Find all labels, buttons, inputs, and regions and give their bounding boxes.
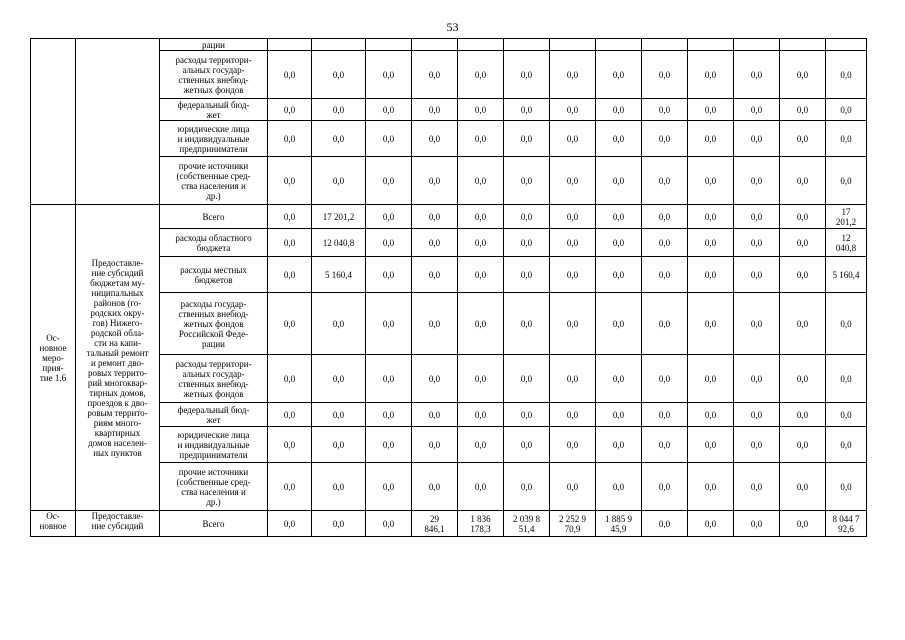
value-cell: 0,0	[366, 205, 412, 229]
value-cell: 0,0	[734, 355, 780, 403]
budget-table	[30, 38, 867, 537]
value-cell: 0,0	[312, 511, 366, 537]
value-cell: 0,0	[688, 51, 734, 99]
value-cell: 0,0	[458, 157, 504, 205]
value-cell	[366, 39, 412, 51]
value-cell: 0,0	[550, 205, 596, 229]
source-cell: расходы территори- альных государ- ственных внебюд- жетных фондов	[160, 51, 268, 99]
source-cell: Всего	[160, 205, 268, 229]
value-cell: 0,0	[780, 121, 826, 157]
value-cell: 0,0	[826, 355, 867, 403]
value-cell: 0,0	[550, 463, 596, 511]
value-cell: 0,0	[642, 257, 688, 293]
value-cell: 0,0	[268, 403, 312, 427]
source-cell: федеральный бюд- жет	[160, 99, 268, 121]
value-cell: 0,0	[550, 257, 596, 293]
value-cell: 0,0	[596, 293, 642, 355]
source-cell: расходы государ- ственных внебюд- жетных фондов Российской Феде- рации	[160, 293, 268, 355]
value-cell: 0,0	[780, 427, 826, 463]
value-cell: 0,0	[550, 293, 596, 355]
value-cell: 0,0	[780, 99, 826, 121]
value-cell: 0,0	[642, 205, 688, 229]
value-cell: 29 846,1	[412, 511, 458, 537]
value-cell: 1 836 178,3	[458, 511, 504, 537]
value-cell: 0,0	[596, 157, 642, 205]
value-cell: 0,0	[734, 293, 780, 355]
source-cell: прочие источники (собственные сред- ства населения и др.)	[160, 463, 268, 511]
value-cell: 0,0	[780, 51, 826, 99]
value-cell: 0,0	[412, 463, 458, 511]
value-cell: 0,0	[312, 99, 366, 121]
value-cell: 0,0	[458, 427, 504, 463]
value-cell: 0,0	[458, 257, 504, 293]
value-cell: 0,0	[312, 463, 366, 511]
value-cell: 0,0	[642, 51, 688, 99]
value-cell: 0,0	[734, 229, 780, 257]
value-cell: 0,0	[550, 51, 596, 99]
value-cell: 0,0	[366, 355, 412, 403]
value-cell: 0,0	[688, 157, 734, 205]
value-cell: 0,0	[642, 463, 688, 511]
value-cell: 0,0	[458, 403, 504, 427]
value-cell: 0,0	[688, 205, 734, 229]
value-cell: 0,0	[642, 427, 688, 463]
value-cell: 0,0	[366, 157, 412, 205]
measure-label-cell	[31, 39, 76, 205]
value-cell: 0,0	[412, 403, 458, 427]
value-cell: 0,0	[412, 257, 458, 293]
value-cell: 0,0	[780, 511, 826, 537]
value-cell: 0,0	[412, 293, 458, 355]
value-cell: 0,0	[596, 121, 642, 157]
source-cell: юридические лица и индивидуальные предприниматели	[160, 121, 268, 157]
value-cell	[312, 39, 366, 51]
value-cell: 0,0	[550, 427, 596, 463]
value-cell: 0,0	[504, 51, 550, 99]
value-cell: 0,0	[412, 51, 458, 99]
value-cell: 0,0	[268, 511, 312, 537]
value-cell: 0,0	[734, 511, 780, 537]
value-cell: 17 201,2	[826, 205, 867, 229]
value-cell: 0,0	[412, 99, 458, 121]
value-cell: 0,0	[734, 121, 780, 157]
value-cell: 0,0	[688, 121, 734, 157]
value-cell: 0,0	[734, 427, 780, 463]
value-cell: 0,0	[412, 355, 458, 403]
value-cell: 17 201,2	[312, 205, 366, 229]
value-cell: 1 885 9 45,9	[596, 511, 642, 537]
value-cell: 0,0	[312, 121, 366, 157]
value-cell: 0,0	[504, 293, 550, 355]
table-row	[31, 205, 867, 229]
page-number: 53	[446, 20, 459, 34]
value-cell: 0,0	[504, 463, 550, 511]
value-cell: 0,0	[688, 463, 734, 511]
value-cell: 0,0	[366, 293, 412, 355]
value-cell: 0,0	[268, 121, 312, 157]
value-cell	[688, 39, 734, 51]
value-cell: 0,0	[458, 121, 504, 157]
value-cell: 0,0	[596, 229, 642, 257]
value-cell: 0,0	[504, 99, 550, 121]
value-cell: 0,0	[780, 157, 826, 205]
value-cell: 0,0	[596, 205, 642, 229]
value-cell: 5 160,4	[826, 257, 867, 293]
value-cell: 0,0	[458, 463, 504, 511]
value-cell	[596, 39, 642, 51]
value-cell: 0,0	[458, 99, 504, 121]
value-cell: 0,0	[366, 99, 412, 121]
value-cell: 0,0	[312, 427, 366, 463]
table-row	[31, 39, 867, 51]
value-cell: 0,0	[366, 403, 412, 427]
value-cell: 0,0	[688, 511, 734, 537]
value-cell: 8 044 7 92,6	[826, 511, 867, 537]
value-cell: 0,0	[550, 355, 596, 403]
value-cell	[458, 39, 504, 51]
value-cell: 0,0	[504, 427, 550, 463]
value-cell: 0,0	[550, 121, 596, 157]
value-cell	[412, 39, 458, 51]
value-cell: 0,0	[412, 229, 458, 257]
value-cell: 0,0	[826, 293, 867, 355]
value-cell: 0,0	[458, 355, 504, 403]
value-cell: 0,0	[642, 229, 688, 257]
value-cell: 0,0	[734, 403, 780, 427]
value-cell: 0,0	[826, 121, 867, 157]
value-cell: 0,0	[412, 205, 458, 229]
value-cell: 0,0	[268, 427, 312, 463]
value-cell: 0,0	[688, 257, 734, 293]
value-cell	[642, 39, 688, 51]
value-cell: 0,0	[734, 157, 780, 205]
value-cell: 0,0	[458, 293, 504, 355]
source-cell: расходы местных бюджетов	[160, 257, 268, 293]
value-cell: 0,0	[268, 157, 312, 205]
value-cell	[734, 39, 780, 51]
value-cell: 0,0	[734, 257, 780, 293]
value-cell: 0,0	[688, 403, 734, 427]
value-cell: 0,0	[458, 205, 504, 229]
source-cell: прочие источники (собственные сред- ства населения и др.)	[160, 157, 268, 205]
value-cell: 0,0	[596, 403, 642, 427]
measure-description-cell: Предоставле- ние субсидий	[76, 511, 160, 537]
value-cell: 0,0	[780, 257, 826, 293]
source-cell: федеральный бюд- жет	[160, 403, 268, 427]
value-cell	[826, 39, 867, 51]
value-cell: 0,0	[826, 99, 867, 121]
value-cell: 5 160,4	[312, 257, 366, 293]
value-cell: 0,0	[688, 99, 734, 121]
value-cell: 0,0	[412, 121, 458, 157]
value-cell: 0,0	[642, 403, 688, 427]
value-cell: 0,0	[642, 355, 688, 403]
value-cell: 12 040,8	[312, 229, 366, 257]
value-cell: 0,0	[826, 157, 867, 205]
value-cell: 0,0	[268, 205, 312, 229]
value-cell: 0,0	[366, 121, 412, 157]
value-cell: 0,0	[734, 463, 780, 511]
value-cell: 0,0	[268, 293, 312, 355]
value-cell: 0,0	[780, 293, 826, 355]
value-cell: 0,0	[312, 293, 366, 355]
value-cell: 0,0	[688, 229, 734, 257]
value-cell: 0,0	[642, 121, 688, 157]
value-cell: 0,0	[268, 99, 312, 121]
value-cell: 0,0	[734, 99, 780, 121]
value-cell: 0,0	[596, 463, 642, 511]
value-cell: 0,0	[458, 51, 504, 99]
value-cell: 0,0	[504, 257, 550, 293]
value-cell: 0,0	[826, 403, 867, 427]
value-cell: 0,0	[268, 257, 312, 293]
value-cell: 0,0	[504, 355, 550, 403]
value-cell: 0,0	[504, 229, 550, 257]
value-cell: 0,0	[550, 403, 596, 427]
measure-description-cell	[76, 39, 160, 205]
value-cell: 0,0	[642, 99, 688, 121]
source-cell: расходы территори- альных государ- ственных внебюд- жетных фондов	[160, 355, 268, 403]
value-cell: 2 039 8 51,4	[504, 511, 550, 537]
value-cell: 0,0	[826, 427, 867, 463]
value-cell	[550, 39, 596, 51]
value-cell: 0,0	[268, 355, 312, 403]
value-cell: 0,0	[688, 427, 734, 463]
value-cell: 0,0	[780, 355, 826, 403]
source-cell: расходы областного бюджета	[160, 229, 268, 257]
value-cell: 0,0	[642, 157, 688, 205]
value-cell: 0,0	[366, 257, 412, 293]
value-cell: 0,0	[504, 157, 550, 205]
value-cell: 0,0	[366, 51, 412, 99]
source-cell: юридические лица и индивидуальные предприниматели	[160, 427, 268, 463]
value-cell	[504, 39, 550, 51]
value-cell: 0,0	[596, 99, 642, 121]
value-cell: 0,0	[458, 229, 504, 257]
value-cell: 0,0	[688, 293, 734, 355]
value-cell: 0,0	[826, 463, 867, 511]
value-cell: 0,0	[780, 205, 826, 229]
value-cell: 2 252 9 70,9	[550, 511, 596, 537]
table-row	[31, 511, 867, 537]
value-cell: 0,0	[504, 205, 550, 229]
value-cell: 0,0	[734, 205, 780, 229]
measure-description-cell: Предоставле- ние субсидий бюджетам му- ниципальных районов (го- родских окру- гов) Нижего- родской обла- сти на капи- тальный ремонт и ремонт дво- ровых террито- рий многоквар- тирных домов, проездов к дво- ровым террито- риям много- квартирных домов населен- ных пунктов	[76, 205, 160, 511]
value-cell: 0,0	[412, 427, 458, 463]
value-cell: 0,0	[550, 99, 596, 121]
value-cell: 12 040,8	[826, 229, 867, 257]
value-cell: 0,0	[312, 157, 366, 205]
value-cell: 0,0	[596, 427, 642, 463]
value-cell: 0,0	[734, 51, 780, 99]
value-cell: 0,0	[366, 511, 412, 537]
value-cell	[780, 39, 826, 51]
value-cell: 0,0	[688, 355, 734, 403]
value-cell: 0,0	[642, 511, 688, 537]
value-cell: 0,0	[268, 463, 312, 511]
value-cell: 0,0	[826, 51, 867, 99]
value-cell: 0,0	[550, 229, 596, 257]
source-cell: Всего	[160, 511, 268, 537]
value-cell: 0,0	[642, 293, 688, 355]
measure-label-cell: Ос- новное меро- прия- тие 1.6	[31, 205, 76, 511]
value-cell: 0,0	[268, 229, 312, 257]
value-cell: 0,0	[504, 121, 550, 157]
value-cell: 0,0	[268, 51, 312, 99]
value-cell: 0,0	[412, 157, 458, 205]
value-cell: 0,0	[596, 355, 642, 403]
value-cell: 0,0	[550, 157, 596, 205]
value-cell: 0,0	[504, 403, 550, 427]
value-cell: 0,0	[780, 229, 826, 257]
measure-label-cell: Ос- новное	[31, 511, 76, 537]
value-cell: 0,0	[780, 403, 826, 427]
value-cell: 0,0	[596, 51, 642, 99]
value-cell: 0,0	[366, 463, 412, 511]
value-cell	[268, 39, 312, 51]
value-cell: 0,0	[596, 257, 642, 293]
value-cell: 0,0	[312, 403, 366, 427]
value-cell: 0,0	[366, 229, 412, 257]
value-cell: 0,0	[366, 427, 412, 463]
value-cell: 0,0	[312, 355, 366, 403]
value-cell: 0,0	[312, 51, 366, 99]
source-cell: рации	[160, 39, 268, 51]
value-cell: 0,0	[780, 463, 826, 511]
